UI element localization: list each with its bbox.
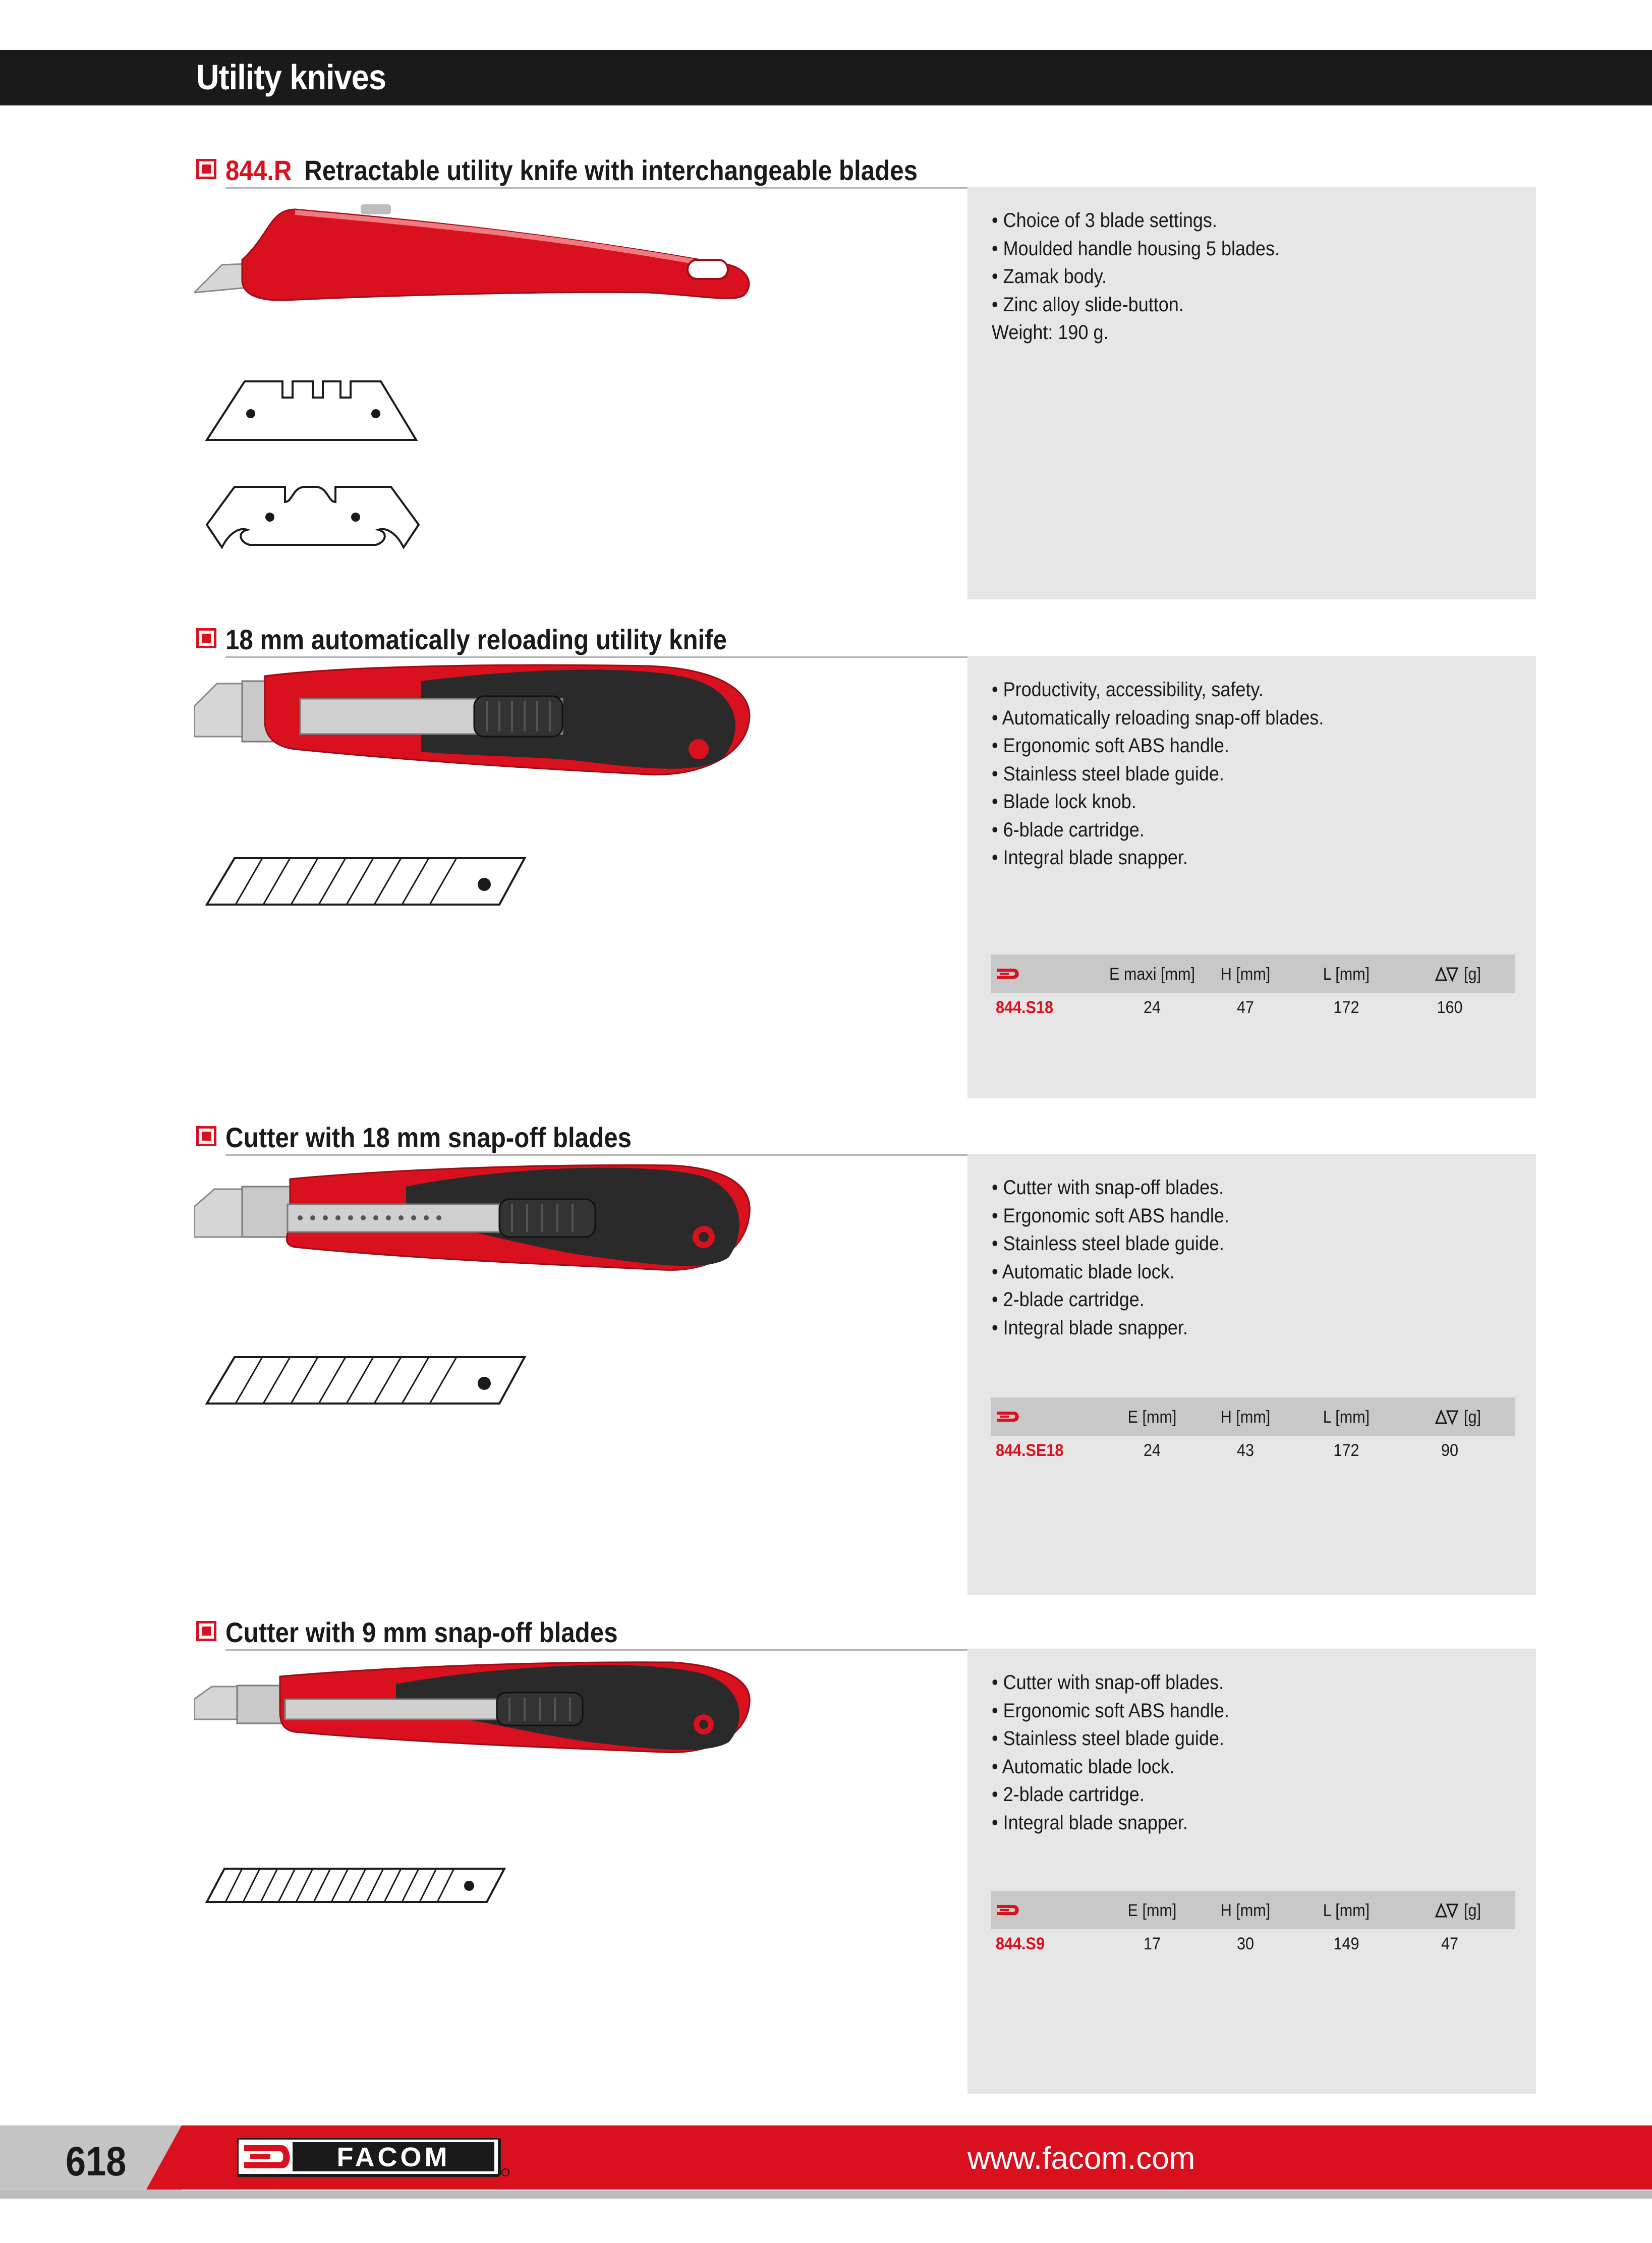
table-row xyxy=(991,993,1515,1023)
feature-item: • 2-blade cartridge. xyxy=(992,1288,1145,1311)
feature-item: • Integral blade snapper. xyxy=(992,1811,1188,1834)
column-header: H [mm] xyxy=(1220,1408,1271,1427)
feature-item: • Choice of 3 blade settings. xyxy=(992,209,1217,232)
table-cell: 172 xyxy=(1333,1441,1359,1460)
feature-item: • Productivity, accessibility, safety. xyxy=(992,679,1264,701)
product-reference: 844.S9 xyxy=(996,1934,1045,1953)
column-header: H [mm] xyxy=(1220,965,1271,984)
weight-icon xyxy=(1435,1410,1460,1425)
section-title: 18 mm automatically reloading utility knife xyxy=(225,624,727,655)
snap-off-blade-image xyxy=(204,854,527,910)
bullet-square-icon xyxy=(196,1621,216,1641)
column-header: [g] xyxy=(1463,965,1482,984)
feature-item: • Moulded handle housing 5 blades. xyxy=(992,237,1280,260)
facom-logo-icon xyxy=(996,1410,1022,1424)
table-cell: 160 xyxy=(1437,998,1463,1017)
snap-off-blade-image xyxy=(204,1353,527,1409)
facom-logo-icon xyxy=(996,967,1022,981)
feature-item: • Zamak body. xyxy=(992,265,1107,288)
column-header: H [mm] xyxy=(1220,1901,1271,1920)
column-header: [g] xyxy=(1463,1408,1482,1427)
table-cell: 43 xyxy=(1236,1441,1255,1460)
product-reference: 844.S18 xyxy=(996,998,1054,1017)
bullet-square-icon xyxy=(196,159,216,179)
section-heading xyxy=(196,623,1536,658)
feature-item: • Cutter with snap-off blades. xyxy=(992,1671,1224,1694)
feature-item: • 6-blade cartridge. xyxy=(992,818,1145,841)
column-header: [g] xyxy=(1463,1901,1482,1920)
table-row xyxy=(991,1436,1515,1466)
feature-item: • Stainless steel blade guide. xyxy=(992,762,1224,785)
feature-item: • Automatic blade lock. xyxy=(992,1755,1175,1778)
feature-list xyxy=(992,207,1280,347)
feature-item: • Stainless steel blade guide. xyxy=(992,1232,1224,1255)
feature-list xyxy=(992,676,1324,872)
facom-logo-icon xyxy=(996,1903,1022,1917)
feature-item: • Automatic blade lock. xyxy=(992,1260,1175,1283)
table-cell: 24 xyxy=(1143,998,1161,1017)
footer-stripe xyxy=(0,2191,1652,2199)
table-cell: 17 xyxy=(1143,1934,1161,1953)
spec-table-header xyxy=(991,1891,1515,1929)
header-bar xyxy=(0,50,1652,105)
column-header: E [mm] xyxy=(1127,1408,1177,1427)
page-number: 618 xyxy=(66,2139,127,2184)
column-header: E maxi [mm] xyxy=(1109,965,1195,984)
table-cell: 47 xyxy=(1236,998,1255,1017)
description-panel xyxy=(967,1154,1536,1595)
feature-item: • Integral blade snapper. xyxy=(992,847,1188,869)
brand-name: FACOM xyxy=(336,2142,450,2172)
snap-off-blade-9mm-image xyxy=(204,1866,507,1906)
section-heading xyxy=(196,1121,1536,1156)
table-cell: 90 xyxy=(1441,1441,1459,1460)
facom-brand-logo xyxy=(237,2138,509,2178)
cutter-9mm-image xyxy=(194,1656,754,1767)
weight-text: Weight: 190 g. xyxy=(992,321,1109,344)
table-cell: 47 xyxy=(1441,1934,1459,1953)
column-header: L [mm] xyxy=(1323,965,1370,984)
table-row xyxy=(991,1929,1515,1959)
table-cell: 172 xyxy=(1333,998,1359,1017)
product-reference: 844.SE18 xyxy=(996,1441,1064,1460)
column-header: L [mm] xyxy=(1323,1408,1370,1427)
feature-item: • Ergonomic soft ABS handle. xyxy=(992,1699,1229,1722)
spec-table-header xyxy=(991,1397,1515,1436)
table-cell: 24 xyxy=(1143,1441,1161,1460)
weight-icon xyxy=(1435,1903,1460,1918)
bullet-square-icon xyxy=(196,1126,216,1146)
feature-item: • Integral blade snapper. xyxy=(992,1316,1188,1339)
auto-reload-knife-image xyxy=(194,661,754,797)
feature-item: • Zinc alloy slide-button. xyxy=(992,293,1184,316)
section-title: Cutter with 9 mm snap-off blades xyxy=(225,1616,618,1648)
website-link[interactable]: www.facom.com xyxy=(967,2141,1195,2176)
description-panel xyxy=(967,656,1536,1098)
feature-item: • Cutter with snap-off blades. xyxy=(992,1176,1224,1199)
column-header: E [mm] xyxy=(1127,1901,1177,1920)
column-header: L [mm] xyxy=(1323,1901,1370,1920)
feature-item: • Stainless steel blade guide. xyxy=(992,1727,1224,1750)
page-title: Utility knives xyxy=(196,58,386,97)
trapezoid-blade-image xyxy=(204,378,421,444)
feature-list xyxy=(992,1669,1229,1837)
description-panel xyxy=(967,187,1536,599)
section-title: Cutter with 18 mm snap-off blades xyxy=(225,1122,632,1153)
feature-item: • Ergonomic soft ABS handle. xyxy=(992,735,1229,757)
description-panel xyxy=(967,1649,1536,2094)
hook-blade-image xyxy=(204,477,421,552)
weight-icon xyxy=(1435,967,1460,982)
spec-table-header xyxy=(991,955,1515,993)
product-code: 844.R xyxy=(225,154,292,186)
feature-item: • Ergonomic soft ABS handle. xyxy=(992,1204,1229,1227)
retractable-knife-image xyxy=(194,204,754,325)
table-cell: 30 xyxy=(1236,1934,1255,1953)
cutter-18mm-image xyxy=(194,1161,754,1287)
feature-item: • 2-blade cartridge. xyxy=(992,1783,1145,1806)
section-heading xyxy=(196,154,1536,189)
bullet-square-icon xyxy=(196,628,216,648)
section-heading xyxy=(196,1616,1536,1651)
feature-item: • Automatically reloading snap-off blades. xyxy=(992,706,1324,729)
feature-item: • Blade lock knob. xyxy=(992,791,1136,813)
section-title: Retractable utility knife with interchangeable blades xyxy=(304,154,918,186)
table-cell: 149 xyxy=(1333,1934,1359,1953)
feature-list xyxy=(992,1174,1229,1342)
